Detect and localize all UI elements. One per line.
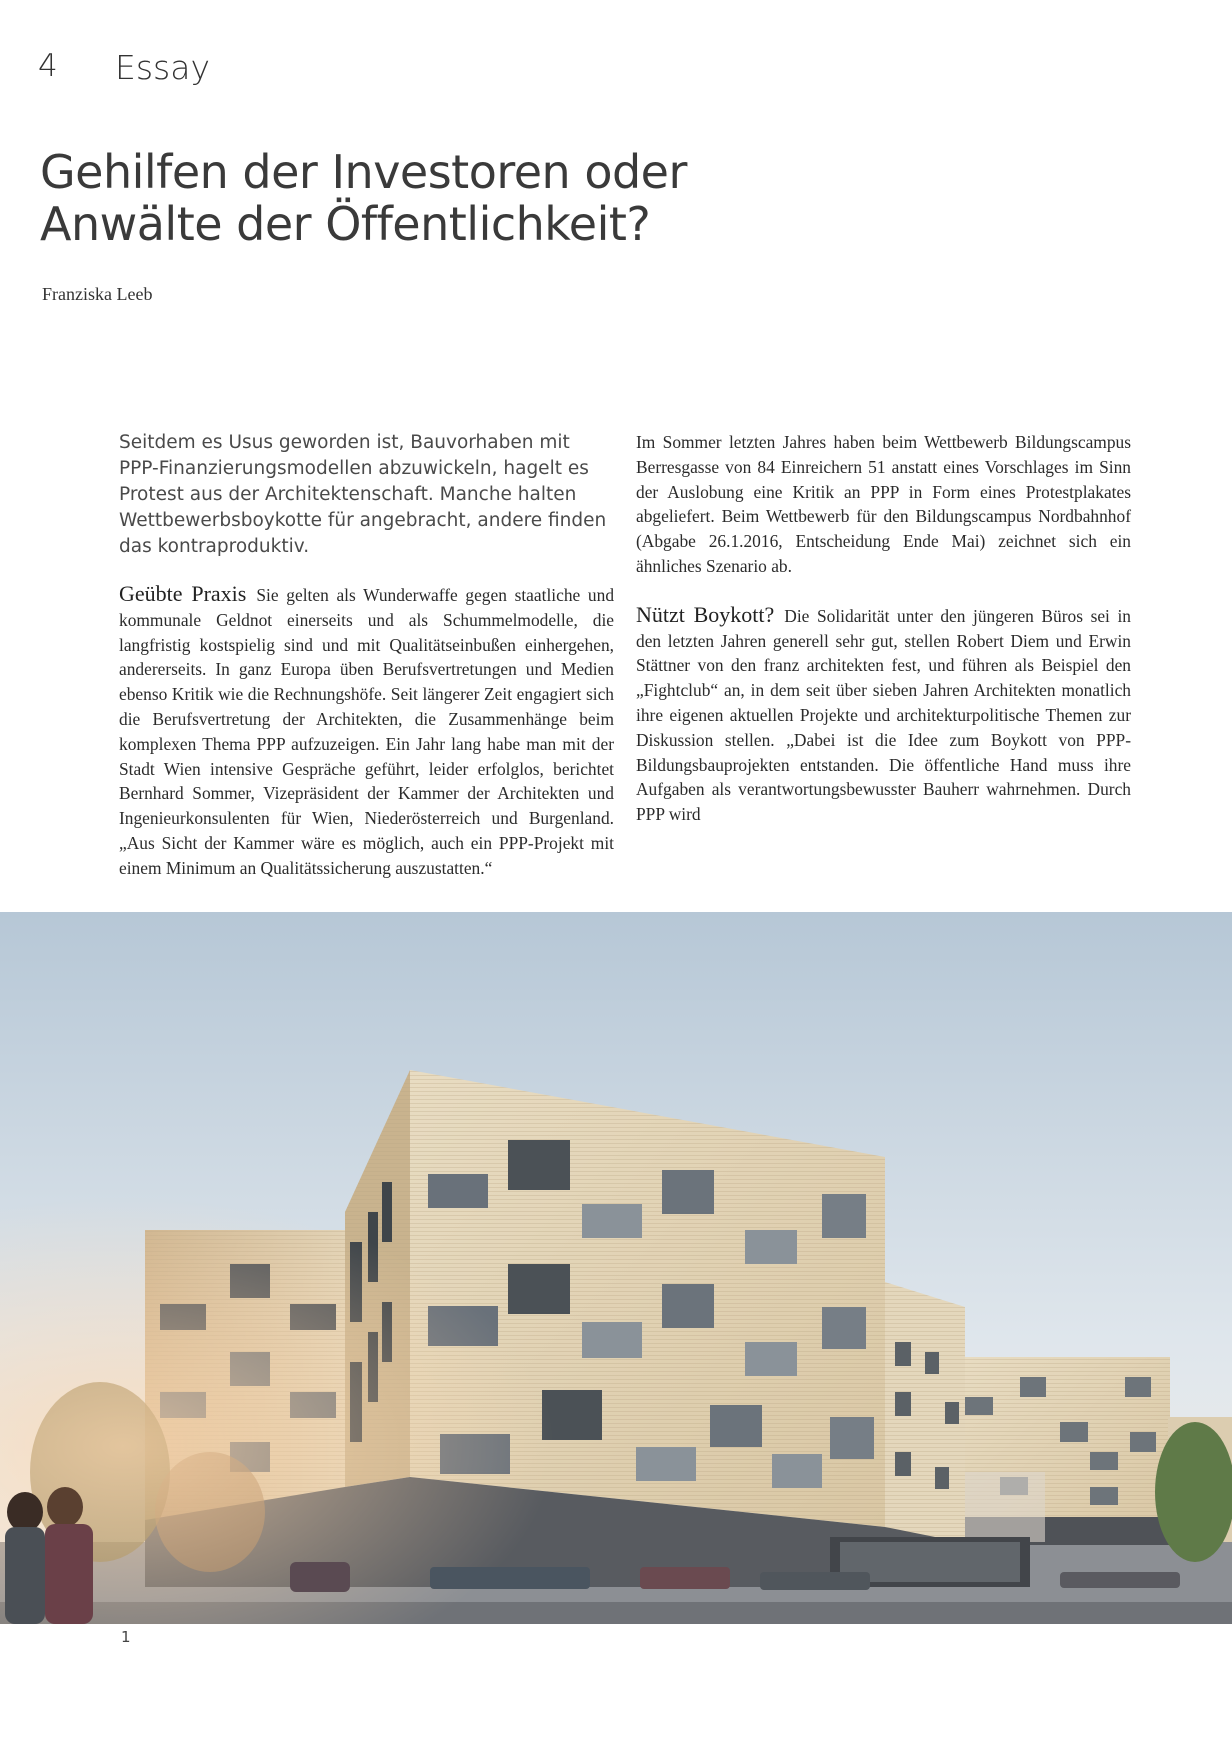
subheading: Geübte Praxis (119, 581, 247, 606)
body-paragraph (636, 603, 1131, 827)
building-rendering-photo (0, 912, 1232, 1624)
column-right (636, 430, 1131, 827)
page-number: 4 (38, 48, 58, 84)
column-left (119, 582, 614, 881)
paragraph-text: Sie gelten als Wunderwaffe gegen staatliche und kommunale Geldnot einerseits und als Schummelmodelle, die langfristig kostspielig sind und mit Qualitätseinbußen einhergehen, andererseits. In ganz Europa üben Berufsvertretungen und Medien ebenso Kritik wie die Rechnungshöfe. Seit längerer Zeit engagiert sich die Berufsvertretung der Architekten, die Zusammenhänge beim komplexen Thema PPP aufzuzeigen. Ein Jahr lang habe man mit der Stadt Wien intensive Gespräche geführt, leider erfolglos, berichtet Bernhard Sommer, Vizepräsident der Kammer der Architekten und Ingenieurkonsulenten für Wien, Niederösterreich und Burgenland. „Aus Sicht der Kammer wäre es möglich, auch ein PPP-Projekt mit einem Minimum an Qualitätssicherung auszustatten.“ (119, 585, 615, 878)
section-label: Essay (115, 48, 210, 87)
title-line-2: Anwälte der Öffentlichkeit? (40, 197, 651, 251)
body-paragraph (119, 582, 614, 881)
subheading: Nützt Boykott? (636, 601, 775, 627)
figure-number: 1 (121, 1628, 131, 1646)
body-paragraph: Im Sommer letzten Jahres haben beim Wettbewerb Bildungscampus Berresgasse von 84 Einreichern 51 anstatt eines Vorschlages im Sinn der Auslobung eine Kritik an PPP in Form eines Protestplakates abgeliefert. Beim Wettbewerb für den Bildungscampus Nordbahnhof (Abgabe 26.1.2016, Entscheidung Ende Mai) zeichnet sich ein ähnliches Szenario ab. (636, 432, 1131, 576)
article-title (40, 146, 800, 250)
lead-paragraph: Seitdem es Usus geworden ist, Bauvorhaben mit PPP-Finanzierungsmodellen abzuwickeln, hagelt es Protest aus der Architektenschaft. Manche halten Wettbewerbsboykotte für angebracht, andere finden das kontraproduktiv. (119, 432, 607, 557)
title-line-1: Gehilfen der Investoren oder (40, 145, 687, 199)
paragraph-text: Die Solidarität unter den jüngeren Büros sei in den letzten Jahren generell sehr gut, stellen Robert Diem und Erwin Stättner von den franz architekten fest, und führen als Beispiel den „Fightclub“ an, in dem seit über sieben Jahren Architekten monatlich ihre eigenen aktuellen Projekte und architekturpolitische Themen zur Diskussion stellen. „Dabei ist die Idee zum Boykott von PPP-Bildungsbauprojekten entstanden. Die öffentliche Hand muss ihre Aufgaben als verantwortungsbewusster Bauherr wahrnehmen. Durch PPP wird (636, 605, 1131, 825)
author-byline: Franziska Leeb (42, 284, 153, 304)
